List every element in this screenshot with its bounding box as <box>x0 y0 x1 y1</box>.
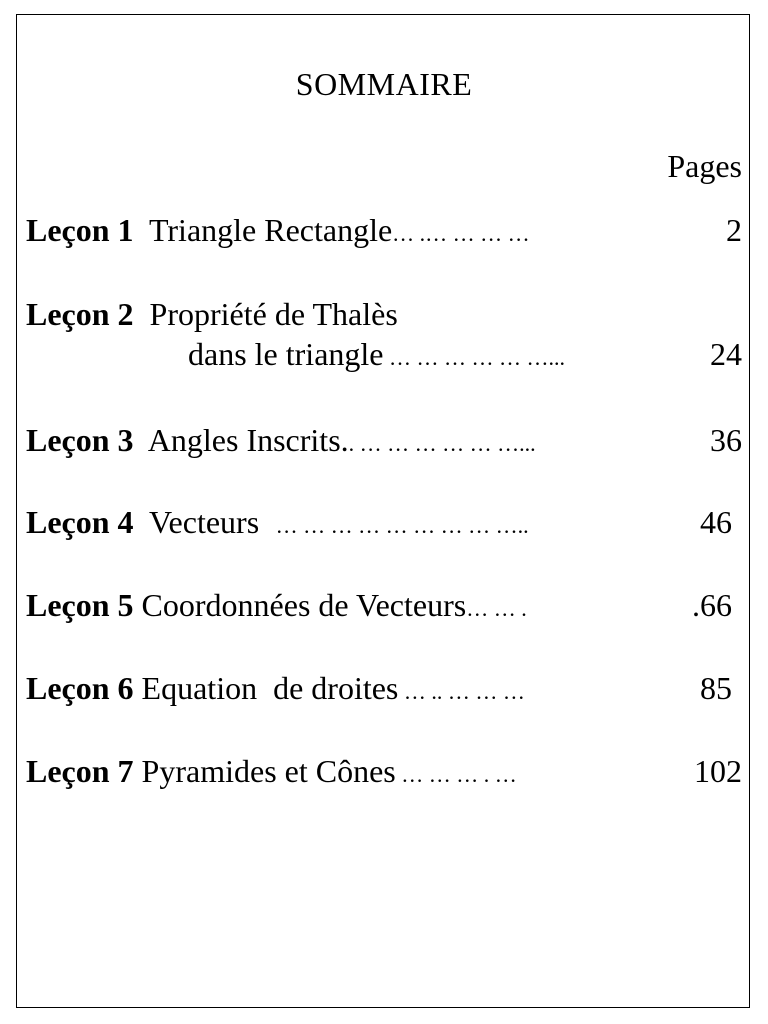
lesson-title-line-2: dans le triangle <box>188 336 384 372</box>
toc-entry-lesson-5[interactable] <box>26 585 742 629</box>
lesson-title-continuation <box>188 334 742 378</box>
toc-entry-lesson-3[interactable] <box>26 420 742 464</box>
dot-leader: … … … . … <box>395 762 517 787</box>
toc-entry-lesson-6[interactable] <box>26 668 742 712</box>
page-number: 24 <box>710 336 742 372</box>
toc-entry-lesson-7[interactable] <box>26 751 742 795</box>
lesson-title: Coordonnées de Vecteurs <box>133 587 467 623</box>
lesson-title: Vecteurs <box>133 504 260 540</box>
page-number: 85 <box>700 670 732 706</box>
toc-entry-lesson-2[interactable] <box>26 294 742 372</box>
dot-leader: . … … … … … …... <box>348 431 536 456</box>
lesson-label: Leçon 6 <box>26 670 134 706</box>
dot-leader: … … . <box>466 596 527 621</box>
lesson-title: Angles Inscrits. <box>133 422 349 458</box>
dot-leader: … … … … … … … … ….. <box>259 513 529 538</box>
lesson-label: Leçon 3 <box>26 422 134 458</box>
page-number: 46 <box>700 504 732 540</box>
pages-column-header: Pages <box>667 148 742 184</box>
toc-entry-lesson-1[interactable] <box>26 210 742 254</box>
lesson-title: Propriété de Thalès <box>133 296 398 332</box>
lesson-title: Equation de droites <box>133 670 399 706</box>
page-number: .66 <box>692 587 732 623</box>
toc-entry-lesson-4[interactable] <box>26 502 742 546</box>
page-number: 2 <box>726 212 742 248</box>
lesson-label: Leçon 2 <box>26 296 134 332</box>
page-number: 36 <box>710 422 742 458</box>
page-title: SOMMAIRE <box>295 66 473 102</box>
lesson-label: Leçon 7 <box>26 753 134 789</box>
lesson-label: Leçon 1 <box>26 212 134 248</box>
dot-leader: … .. … … … <box>398 679 525 704</box>
lesson-label: Leçon 5 <box>26 587 134 623</box>
page-number: 102 <box>694 753 742 789</box>
dot-leader: … … … … … …... <box>383 345 565 370</box>
lesson-title: Pyramides et Cônes <box>133 753 396 789</box>
lesson-label: Leçon 4 <box>26 504 134 540</box>
dot-leader: … .… … … … <box>392 221 530 246</box>
lesson-title: Triangle Rectangle <box>133 212 393 248</box>
